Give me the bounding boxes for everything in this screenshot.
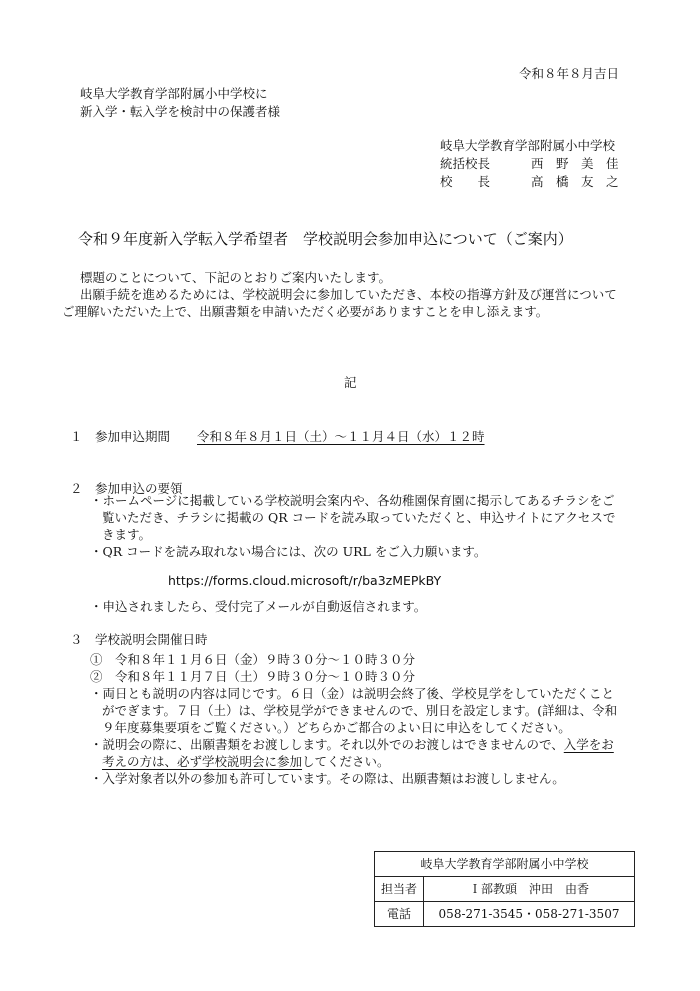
sender-school: 岐阜大学教育学部附属小中学校 <box>440 138 616 153</box>
intro-line: 標題のことについて、下記のとおりご案内いたします。 <box>80 270 392 285</box>
section3-body <box>90 651 650 787</box>
note-line <box>90 753 650 770</box>
application-period: 令和８年８月１日（土）～１１月４日（水）１２時 <box>197 429 485 444</box>
ki-heading: 記 <box>344 375 357 390</box>
session-date: ① 令和８年１１月６日（金）９時３０分～１０時３０分 <box>90 652 416 667</box>
addressee-line: 新入学・転入学を検討中の保護者様 <box>80 104 281 119</box>
intro-line: ご理解いただいた上で、出願書類を申請いただく必要がありますことを申し添えます。 <box>62 304 549 319</box>
contact-school: 岐阜大学教育学部附属小中学校 <box>375 852 635 877</box>
intro-line: 出願手続を進めるためには、学校説明会に参加していただき、本校の指導方針及び運営について <box>80 287 617 302</box>
note-line: ・入学対象者以外の参加も許可しています。その際は、出願書類はお渡ししません。 <box>90 771 565 786</box>
bullet-line: きます。 <box>102 527 152 542</box>
bullet-line: ・申込されましたら、受付完了メールが自動返信されます。 <box>90 599 427 614</box>
bullet-line: ・ホームページに掲載している学校説明会案内や、各幼稚園保育園に掲示してあるチラシをご <box>90 493 615 508</box>
head-title: 校 長 <box>440 174 491 189</box>
note-line <box>90 736 650 753</box>
contact-phone: 058-271-3545・058-271-3507 <box>424 902 635 927</box>
contact-person-label: 担当者 <box>375 877 424 902</box>
session-date: ② 令和８年１１月７日（土）９時３０分～１０時３０分 <box>90 669 416 684</box>
contact-person: Ｉ部教頭 沖田 由香 <box>424 877 635 902</box>
contact-phone-label: 電話 <box>375 902 424 927</box>
head-name: 高 橋 友 之 <box>531 174 619 189</box>
note-underlined: 考えの方は、必ず学校説明会に参加 <box>102 754 303 769</box>
contact-table <box>374 851 635 927</box>
principal-name: 西 野 美 佳 <box>531 156 619 171</box>
section3-heading: ３ 学校説明会開催日時 <box>70 632 208 647</box>
note-underlined: 入学をお <box>563 737 614 752</box>
note-line: がでぎます。７日（土）は、学校見学ができませんので、別日を設定します。(詳細は、令和 <box>102 703 618 718</box>
section1-heading: １ 参加申込期間 <box>70 429 171 444</box>
bullet-line: ・QR コードを読み取れない場合には、次の URL をご入力願います。 <box>90 544 487 559</box>
document-title: 令和９年度新入学転入学希望者 学校説明会参加申込について（ご案内） <box>78 230 573 248</box>
intro-paragraph <box>62 269 642 320</box>
addressee-line: 岐阜大学教育学部附属小中学校に <box>80 86 268 101</box>
issue-date: 令和８年８月吉日 <box>519 66 620 81</box>
section2-heading: ２ 参加申込の要領 <box>70 481 183 496</box>
note-line: ９年度募集要項をご覧ください。）どちらかご都合のよい日に申込をしてください。 <box>102 720 571 735</box>
principal-title: 統括校長 <box>440 156 491 171</box>
note-text: してください。 <box>302 754 390 769</box>
note-text: ・説明会の際に、出願書類をお渡しします。それ以外でのお渡しはできませんので、 <box>90 737 564 752</box>
note-line: ・両日とも説明の内容は同じです。６日（金）は説明会終了後、学校見学をしていただくこと <box>90 686 615 701</box>
section2-body <box>90 492 650 560</box>
application-url[interactable]: https://forms.cloud.microsoft/r/ba3zMEPkBY <box>168 573 442 588</box>
bullet-line: 覧いただき、チラシに掲載の QR コードを読み取っていただくと、申込サイトにアクセスで <box>102 510 616 525</box>
